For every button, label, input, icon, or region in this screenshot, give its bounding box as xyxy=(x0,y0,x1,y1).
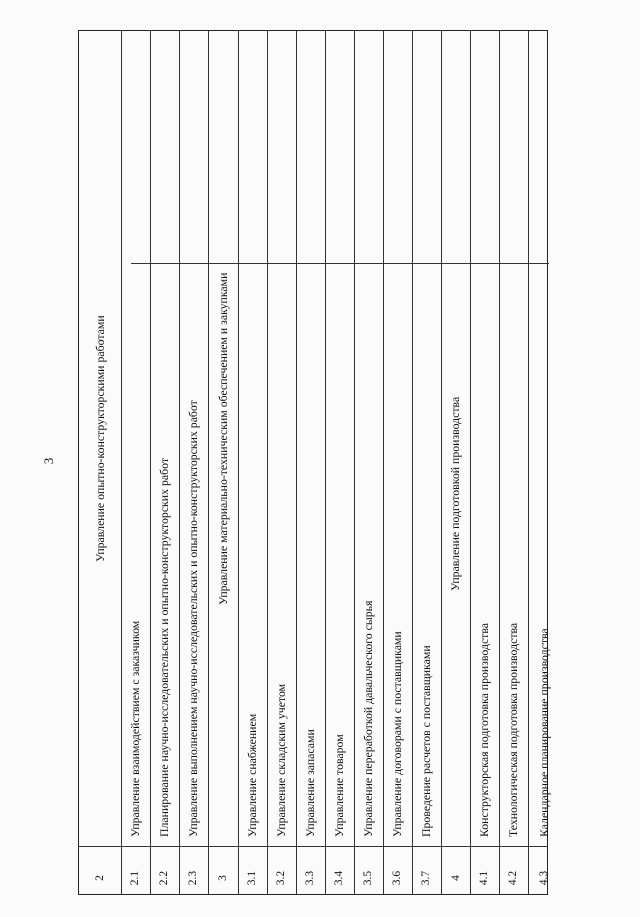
section-row xyxy=(208,31,238,894)
row-number-text: 2.3 xyxy=(187,870,200,886)
table-row xyxy=(528,31,560,894)
row-text: Календарное планирование производства xyxy=(537,628,551,837)
page-number: 3 xyxy=(41,457,56,465)
row-number xyxy=(296,872,325,884)
row-divider xyxy=(412,31,413,894)
row-text: Управление выполнением научно-исследовательских и опытно-конструкторских работ xyxy=(186,400,200,837)
row-divider xyxy=(121,31,122,894)
row-number-text: 4.1 xyxy=(478,870,491,886)
row-number xyxy=(412,872,441,884)
row-divider xyxy=(325,31,326,894)
row-divider xyxy=(150,31,151,894)
table-row xyxy=(412,31,441,894)
row-number xyxy=(383,872,412,884)
row-number xyxy=(238,872,267,884)
row-text: Управление переработкой давальческого сырья xyxy=(361,600,375,837)
row-number xyxy=(150,872,179,884)
row-divider xyxy=(441,31,442,894)
row-number xyxy=(441,872,470,884)
section-row xyxy=(441,31,470,894)
row-divider xyxy=(383,31,384,894)
row-number-text: 2 xyxy=(94,875,106,881)
row-text: Управление товаром xyxy=(332,734,346,837)
row-number xyxy=(121,872,150,884)
row-number-text: 3 xyxy=(217,875,229,881)
row-divider xyxy=(499,31,500,894)
row-number xyxy=(354,872,383,884)
row-divider xyxy=(179,31,180,894)
row-number-text: 3.1 xyxy=(246,870,259,886)
row-divider xyxy=(528,31,529,894)
row-number-text: 4.3 xyxy=(538,870,550,886)
row-number-text: 4.2 xyxy=(507,870,520,886)
section-title: Управление подготовкой производства xyxy=(448,396,462,591)
row-number xyxy=(79,872,121,884)
section-title: Управление материально-техническим обеспечением и закупками xyxy=(216,272,230,605)
row-divider xyxy=(354,31,355,894)
row-number xyxy=(179,872,208,884)
row-divider xyxy=(208,31,209,894)
row-text: Управление снабжением xyxy=(245,713,259,837)
section-title: Управление опытно-конструкторскими работами xyxy=(93,315,107,562)
row-text: Управление договорами с поставщиками xyxy=(390,631,404,837)
table-row xyxy=(150,31,179,894)
row-text: Управление взаимодействием с заказчиком xyxy=(128,620,142,837)
table-row xyxy=(238,31,267,894)
section-row xyxy=(79,31,121,894)
row-number-text: 3.3 xyxy=(304,870,317,886)
row-number xyxy=(528,872,560,884)
table-row xyxy=(267,31,296,894)
row-text: Управление складским учетом xyxy=(274,683,288,837)
row-number-text: 2.1 xyxy=(129,870,142,886)
table-row xyxy=(499,31,528,894)
row-number xyxy=(470,872,499,884)
table-row xyxy=(383,31,412,894)
table-row xyxy=(179,31,208,894)
row-number-text: 3.2 xyxy=(275,870,288,886)
row-text: Конструкторская подготовка производства xyxy=(477,623,491,837)
table-row xyxy=(470,31,499,894)
row-text: Технологическая подготовка производства xyxy=(506,622,520,837)
row-number-text: 4 xyxy=(449,875,462,881)
table-row xyxy=(354,31,383,894)
row-divider xyxy=(238,31,239,894)
row-number xyxy=(208,872,238,884)
row-number-text: 2.2 xyxy=(158,870,171,886)
row-divider xyxy=(296,31,297,894)
row-number xyxy=(325,872,354,884)
row-number-text: 3.6 xyxy=(391,870,404,886)
row-number-text: 3.5 xyxy=(362,870,375,886)
row-divider xyxy=(267,31,268,894)
table-row xyxy=(121,31,150,894)
table-row xyxy=(325,31,354,894)
row-text: Проведение расчетов с поставщиками xyxy=(419,645,433,837)
row-text: Управление запасами xyxy=(303,729,317,837)
row-number xyxy=(267,872,296,884)
row-divider xyxy=(470,31,471,894)
table-row xyxy=(296,31,325,894)
row-number-text: 3.4 xyxy=(333,870,346,886)
functions-table xyxy=(78,30,551,895)
row-number-text: 3.7 xyxy=(420,870,433,886)
row-number xyxy=(499,872,528,884)
row-text: Планирование научно-исследовательских и опытно-конструкторских работ xyxy=(157,458,171,837)
